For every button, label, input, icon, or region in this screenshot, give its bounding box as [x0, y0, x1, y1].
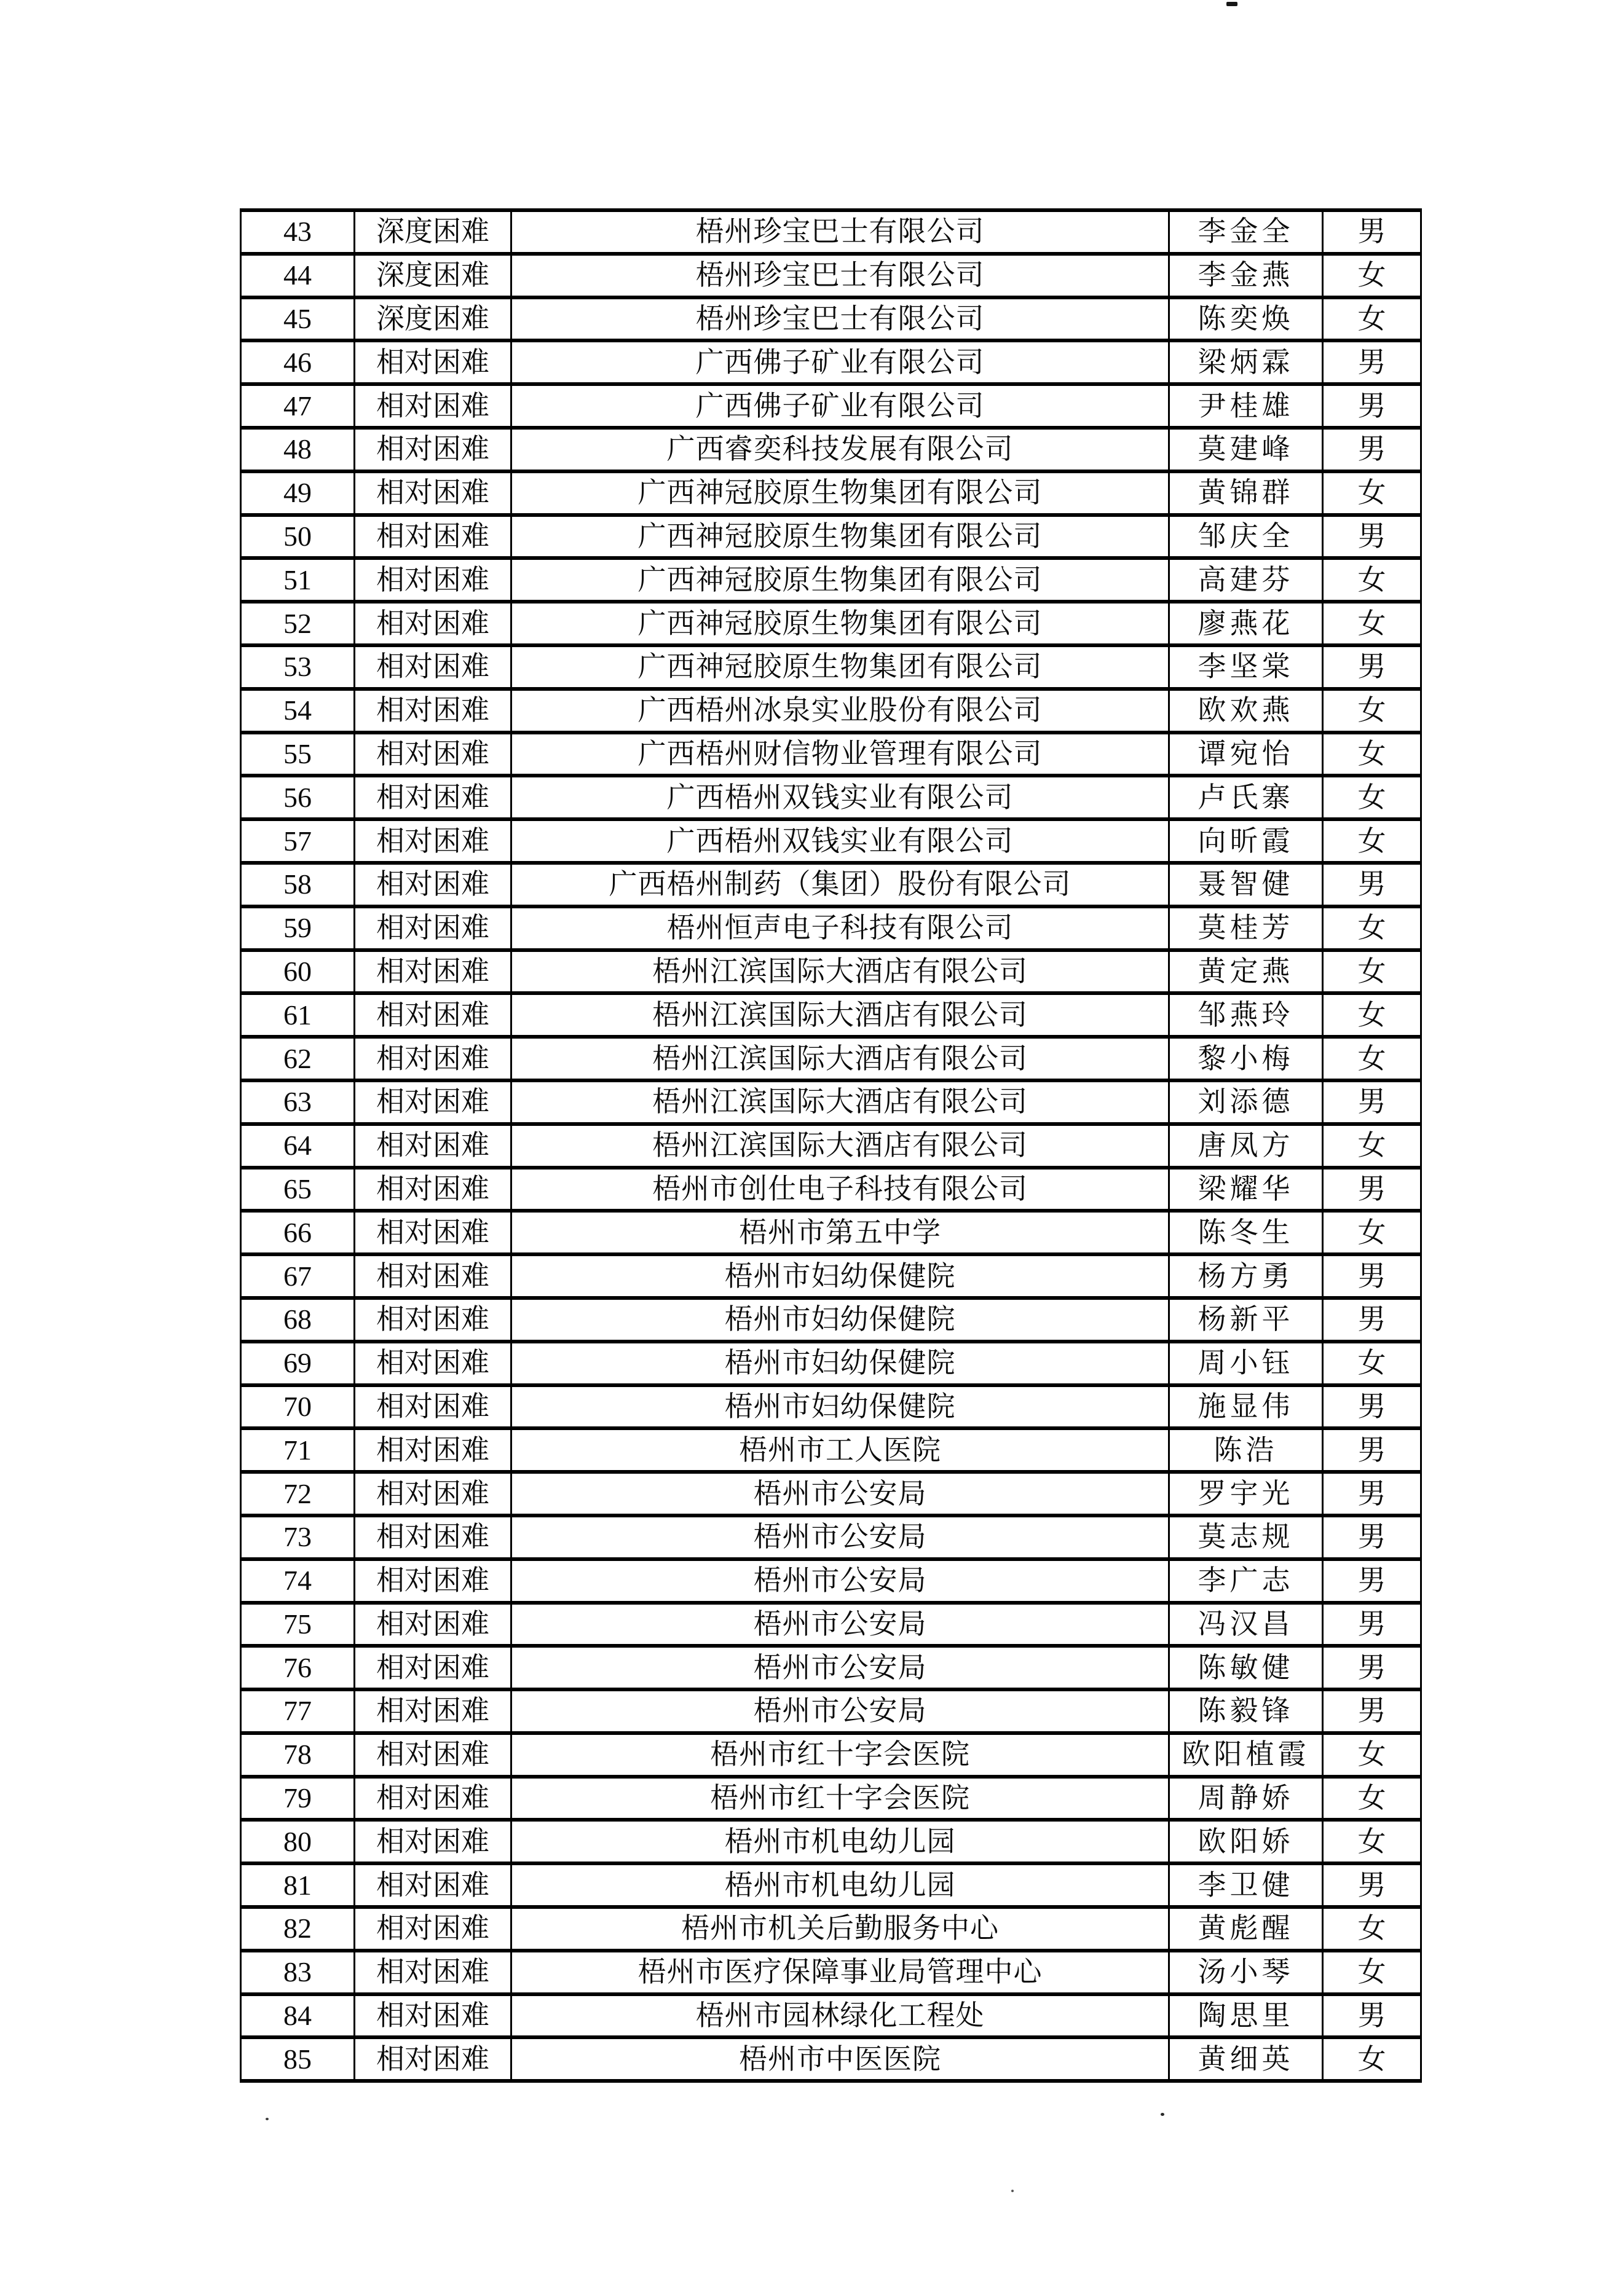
row-number-cell: 71	[241, 1428, 355, 1472]
company-cell: 梧州江滨国际大酒店有限公司	[511, 1080, 1169, 1124]
company-cell: 广西梧州双钱实业有限公司	[511, 776, 1169, 819]
table-row	[241, 1516, 1421, 1559]
gender-cell: 男	[1323, 428, 1421, 471]
person-name-cell: 邹燕玲	[1169, 993, 1323, 1037]
row-number-cell: 51	[241, 558, 355, 602]
row-number-cell: 77	[241, 1689, 355, 1733]
person-name-cell: 向昕霞	[1169, 819, 1323, 863]
company-cell: 梧州市公安局	[511, 1689, 1169, 1733]
difficulty-cell: 相对困难	[355, 1689, 511, 1733]
gender-cell: 女	[1323, 471, 1421, 515]
company-cell: 广西佛子矿业有限公司	[511, 340, 1169, 384]
difficulty-cell: 相对困难	[355, 863, 511, 906]
difficulty-cell: 相对困难	[355, 645, 511, 689]
table-row	[241, 340, 1421, 384]
gender-cell: 男	[1323, 645, 1421, 689]
gender-cell: 男	[1323, 384, 1421, 428]
gender-cell: 男	[1323, 1603, 1421, 1646]
table-row	[241, 1689, 1421, 1733]
difficulty-cell: 相对困难	[355, 819, 511, 863]
person-name-cell: 黄定燕	[1169, 950, 1323, 994]
person-name-cell: 冯汉昌	[1169, 1603, 1323, 1646]
difficulty-cell: 相对困难	[355, 1254, 511, 1298]
row-number-cell: 78	[241, 1733, 355, 1777]
difficulty-cell: 相对困难	[355, 906, 511, 950]
row-number-cell: 61	[241, 993, 355, 1037]
row-number-cell: 47	[241, 384, 355, 428]
gender-cell: 男	[1323, 1516, 1421, 1559]
gender-cell: 女	[1323, 254, 1421, 297]
company-cell: 广西梧州冰泉实业股份有限公司	[511, 689, 1169, 733]
person-name-cell: 尹桂雄	[1169, 384, 1323, 428]
difficulty-cell: 相对困难	[355, 1777, 511, 1820]
person-name-cell: 黎小梅	[1169, 1037, 1323, 1080]
gender-cell: 女	[1323, 297, 1421, 341]
company-cell: 梧州市机电幼儿园	[511, 1820, 1169, 1863]
person-name-cell: 莫志规	[1169, 1516, 1323, 1559]
difficulty-cell: 相对困难	[355, 1951, 511, 1994]
table-row	[241, 819, 1421, 863]
difficulty-cell: 相对困难	[355, 515, 511, 559]
difficulty-cell: 相对困难	[355, 384, 511, 428]
row-number-cell: 76	[241, 1646, 355, 1689]
difficulty-cell: 相对困难	[355, 1646, 511, 1689]
gender-cell: 男	[1323, 1559, 1421, 1603]
gender-cell: 女	[1323, 993, 1421, 1037]
row-number-cell: 75	[241, 1603, 355, 1646]
company-cell: 广西梧州财信物业管理有限公司	[511, 733, 1169, 776]
row-number-cell: 72	[241, 1472, 355, 1516]
company-cell: 梧州市公安局	[511, 1516, 1169, 1559]
table-row	[241, 1646, 1421, 1689]
row-number-cell: 69	[241, 1342, 355, 1385]
person-name-cell: 谭宛怡	[1169, 733, 1323, 776]
table-row	[241, 602, 1421, 645]
difficulty-cell: 相对困难	[355, 1342, 511, 1385]
row-number-cell: 79	[241, 1777, 355, 1820]
gender-cell: 男	[1323, 1994, 1421, 2038]
company-cell: 梧州市公安局	[511, 1559, 1169, 1603]
company-cell: 梧州市中医医院	[511, 2037, 1169, 2081]
gender-cell: 男	[1323, 1646, 1421, 1689]
person-name-cell: 欧阳娇	[1169, 1820, 1323, 1863]
person-name-cell: 黄细英	[1169, 2037, 1323, 2081]
company-cell: 广西神冠胶原生物集团有限公司	[511, 645, 1169, 689]
table-row	[241, 1472, 1421, 1516]
company-cell: 梧州市妇幼保健院	[511, 1385, 1169, 1429]
difficulty-cell: 深度困难	[355, 254, 511, 297]
company-cell: 广西梧州制药（集团）股份有限公司	[511, 863, 1169, 906]
difficulty-cell: 相对困难	[355, 950, 511, 994]
table-row	[241, 1994, 1421, 2038]
person-name-cell: 廖燕花	[1169, 602, 1323, 645]
company-cell: 梧州市公安局	[511, 1603, 1169, 1646]
company-cell: 梧州市妇幼保健院	[511, 1298, 1169, 1342]
scan-artifact-dash	[1226, 2, 1237, 6]
row-number-cell: 82	[241, 1907, 355, 1951]
difficulty-cell: 相对困难	[355, 993, 511, 1037]
subsidy-roster-table	[240, 208, 1422, 2083]
row-number-cell: 73	[241, 1516, 355, 1559]
difficulty-cell: 相对困难	[355, 1516, 511, 1559]
gender-cell: 男	[1323, 1863, 1421, 1907]
gender-cell: 男	[1323, 340, 1421, 384]
row-number-cell: 70	[241, 1385, 355, 1429]
company-cell: 梧州市红十字会医院	[511, 1777, 1169, 1820]
company-cell: 广西佛子矿业有限公司	[511, 384, 1169, 428]
row-number-cell: 81	[241, 1863, 355, 1907]
company-cell: 梧州江滨国际大酒店有限公司	[511, 993, 1169, 1037]
company-cell: 梧州市妇幼保健院	[511, 1254, 1169, 1298]
company-cell: 梧州珍宝巴士有限公司	[511, 210, 1169, 254]
table-body	[241, 210, 1421, 2081]
gender-cell: 女	[1323, 950, 1421, 994]
gender-cell: 女	[1323, 1733, 1421, 1777]
person-name-cell: 李金全	[1169, 210, 1323, 254]
person-name-cell: 李坚棠	[1169, 645, 1323, 689]
row-number-cell: 80	[241, 1820, 355, 1863]
difficulty-cell: 相对困难	[355, 428, 511, 471]
difficulty-cell: 相对困难	[355, 1472, 511, 1516]
table-row	[241, 1733, 1421, 1777]
row-number-cell: 74	[241, 1559, 355, 1603]
gender-cell: 男	[1323, 210, 1421, 254]
table-row	[241, 1951, 1421, 1994]
person-name-cell: 陈毅锋	[1169, 1689, 1323, 1733]
company-cell: 梧州市第五中学	[511, 1211, 1169, 1254]
difficulty-cell: 相对困难	[355, 340, 511, 384]
table-row	[241, 1298, 1421, 1342]
gender-cell: 女	[1323, 2037, 1421, 2081]
gender-cell: 女	[1323, 733, 1421, 776]
person-name-cell: 黄锦群	[1169, 471, 1323, 515]
person-name-cell: 李卫健	[1169, 1863, 1323, 1907]
person-name-cell: 黄彪醒	[1169, 1907, 1323, 1951]
gender-cell: 女	[1323, 819, 1421, 863]
person-name-cell: 唐凤方	[1169, 1124, 1323, 1168]
table-row	[241, 776, 1421, 819]
table-row	[241, 689, 1421, 733]
gender-cell: 男	[1323, 1385, 1421, 1429]
table-row	[241, 1559, 1421, 1603]
person-name-cell: 杨新平	[1169, 1298, 1323, 1342]
person-name-cell: 陈敏健	[1169, 1646, 1323, 1689]
table-row	[241, 1820, 1421, 1863]
table-row	[241, 210, 1421, 254]
row-number-cell: 83	[241, 1951, 355, 1994]
difficulty-cell: 相对困难	[355, 1559, 511, 1603]
row-number-cell: 46	[241, 340, 355, 384]
company-cell: 梧州江滨国际大酒店有限公司	[511, 1124, 1169, 1168]
difficulty-cell: 相对困难	[355, 689, 511, 733]
row-number-cell: 67	[241, 1254, 355, 1298]
company-cell: 广西梧州双钱实业有限公司	[511, 819, 1169, 863]
scan-speck	[266, 2118, 269, 2120]
row-number-cell: 65	[241, 1168, 355, 1211]
row-number-cell: 68	[241, 1298, 355, 1342]
person-name-cell: 杨方勇	[1169, 1254, 1323, 1298]
person-name-cell: 罗宇光	[1169, 1472, 1323, 1516]
gender-cell: 男	[1323, 1254, 1421, 1298]
row-number-cell: 60	[241, 950, 355, 994]
table-row	[241, 993, 1421, 1037]
table-row	[241, 733, 1421, 776]
table-row	[241, 950, 1421, 994]
row-number-cell: 54	[241, 689, 355, 733]
company-cell: 广西神冠胶原生物集团有限公司	[511, 515, 1169, 559]
table-row	[241, 558, 1421, 602]
person-name-cell: 邹庆全	[1169, 515, 1323, 559]
company-cell: 梧州市工人医院	[511, 1428, 1169, 1472]
person-name-cell: 陈冬生	[1169, 1211, 1323, 1254]
gender-cell: 女	[1323, 1211, 1421, 1254]
difficulty-cell: 相对困难	[355, 1428, 511, 1472]
table-row	[241, 2037, 1421, 2081]
table-row	[241, 1254, 1421, 1298]
difficulty-cell: 相对困难	[355, 1994, 511, 2038]
gender-cell: 女	[1323, 1342, 1421, 1385]
difficulty-cell: 相对困难	[355, 1733, 511, 1777]
person-name-cell: 高建芬	[1169, 558, 1323, 602]
company-cell: 梧州市红十字会医院	[511, 1733, 1169, 1777]
gender-cell: 女	[1323, 558, 1421, 602]
row-number-cell: 45	[241, 297, 355, 341]
row-number-cell: 50	[241, 515, 355, 559]
table-row	[241, 1342, 1421, 1385]
person-name-cell: 欧欢燕	[1169, 689, 1323, 733]
person-name-cell: 莫桂芳	[1169, 906, 1323, 950]
company-cell: 梧州恒声电子科技有限公司	[511, 906, 1169, 950]
table-row	[241, 906, 1421, 950]
table-row	[241, 645, 1421, 689]
gender-cell: 女	[1323, 906, 1421, 950]
table-row	[241, 515, 1421, 559]
person-name-cell: 李金燕	[1169, 254, 1323, 297]
row-number-cell: 62	[241, 1037, 355, 1080]
gender-cell: 男	[1323, 1689, 1421, 1733]
difficulty-cell: 相对困难	[355, 2037, 511, 2081]
difficulty-cell: 相对困难	[355, 1907, 511, 1951]
gender-cell: 男	[1323, 1080, 1421, 1124]
gender-cell: 女	[1323, 602, 1421, 645]
row-number-cell: 49	[241, 471, 355, 515]
difficulty-cell: 相对困难	[355, 1168, 511, 1211]
gender-cell: 男	[1323, 1472, 1421, 1516]
table-row	[241, 1037, 1421, 1080]
difficulty-cell: 深度困难	[355, 210, 511, 254]
gender-cell: 男	[1323, 1298, 1421, 1342]
person-name-cell: 聂智健	[1169, 863, 1323, 906]
row-number-cell: 56	[241, 776, 355, 819]
table-row	[241, 1777, 1421, 1820]
gender-cell: 女	[1323, 1777, 1421, 1820]
table-row	[241, 428, 1421, 471]
company-cell: 广西睿奕科技发展有限公司	[511, 428, 1169, 471]
difficulty-cell: 相对困难	[355, 1298, 511, 1342]
company-cell: 梧州市妇幼保健院	[511, 1342, 1169, 1385]
row-number-cell: 85	[241, 2037, 355, 2081]
gender-cell: 男	[1323, 1168, 1421, 1211]
company-cell: 梧州江滨国际大酒店有限公司	[511, 950, 1169, 994]
person-name-cell: 梁耀华	[1169, 1168, 1323, 1211]
table-row	[241, 1603, 1421, 1646]
row-number-cell: 48	[241, 428, 355, 471]
gender-cell: 女	[1323, 689, 1421, 733]
person-name-cell: 周静娇	[1169, 1777, 1323, 1820]
table-row	[241, 1168, 1421, 1211]
company-cell: 梧州市创仕电子科技有限公司	[511, 1168, 1169, 1211]
row-number-cell: 55	[241, 733, 355, 776]
gender-cell: 男	[1323, 1428, 1421, 1472]
difficulty-cell: 相对困难	[355, 1211, 511, 1254]
table-row	[241, 1211, 1421, 1254]
company-cell: 梧州珍宝巴士有限公司	[511, 297, 1169, 341]
table-row	[241, 1907, 1421, 1951]
person-name-cell: 陶思里	[1169, 1994, 1323, 2038]
gender-cell: 男	[1323, 863, 1421, 906]
company-cell: 梧州珍宝巴士有限公司	[511, 254, 1169, 297]
table-row	[241, 297, 1421, 341]
table-row	[241, 384, 1421, 428]
table-row	[241, 1124, 1421, 1168]
person-name-cell: 莫建峰	[1169, 428, 1323, 471]
person-name-cell: 欧阳植霞	[1169, 1733, 1323, 1777]
row-number-cell: 84	[241, 1994, 355, 2038]
table-row	[241, 1863, 1421, 1907]
difficulty-cell: 相对困难	[355, 1037, 511, 1080]
row-number-cell: 66	[241, 1211, 355, 1254]
gender-cell: 女	[1323, 1820, 1421, 1863]
company-cell: 广西神冠胶原生物集团有限公司	[511, 558, 1169, 602]
table-row	[241, 1080, 1421, 1124]
difficulty-cell: 相对困难	[355, 1603, 511, 1646]
table-row	[241, 1385, 1421, 1429]
person-name-cell: 汤小琴	[1169, 1951, 1323, 1994]
row-number-cell: 58	[241, 863, 355, 906]
person-name-cell: 刘添德	[1169, 1080, 1323, 1124]
row-number-cell: 44	[241, 254, 355, 297]
row-number-cell: 59	[241, 906, 355, 950]
gender-cell: 女	[1323, 1124, 1421, 1168]
table-row	[241, 254, 1421, 297]
person-name-cell: 卢氏寨	[1169, 776, 1323, 819]
difficulty-cell: 相对困难	[355, 1863, 511, 1907]
gender-cell: 男	[1323, 515, 1421, 559]
difficulty-cell: 相对困难	[355, 1124, 511, 1168]
person-name-cell: 梁炳霖	[1169, 340, 1323, 384]
row-number-cell: 43	[241, 210, 355, 254]
person-name-cell: 施显伟	[1169, 1385, 1323, 1429]
scan-speck	[1011, 2190, 1014, 2192]
row-number-cell: 57	[241, 819, 355, 863]
company-cell: 梧州市机电幼儿园	[511, 1863, 1169, 1907]
company-cell: 梧州市园林绿化工程处	[511, 1994, 1169, 2038]
gender-cell: 女	[1323, 1951, 1421, 1994]
row-number-cell: 53	[241, 645, 355, 689]
gender-cell: 女	[1323, 1037, 1421, 1080]
person-name-cell: 周小钰	[1169, 1342, 1323, 1385]
difficulty-cell: 深度困难	[355, 297, 511, 341]
table-row	[241, 1428, 1421, 1472]
row-number-cell: 63	[241, 1080, 355, 1124]
difficulty-cell: 相对困难	[355, 776, 511, 819]
gender-cell: 女	[1323, 1907, 1421, 1951]
company-cell: 梧州市公安局	[511, 1646, 1169, 1689]
company-cell: 梧州江滨国际大酒店有限公司	[511, 1037, 1169, 1080]
row-number-cell: 64	[241, 1124, 355, 1168]
difficulty-cell: 相对困难	[355, 733, 511, 776]
row-number-cell: 52	[241, 602, 355, 645]
company-cell: 梧州市医疗保障事业局管理中心	[511, 1951, 1169, 1994]
gender-cell: 女	[1323, 776, 1421, 819]
company-cell: 广西神冠胶原生物集团有限公司	[511, 471, 1169, 515]
person-name-cell: 陈奕焕	[1169, 297, 1323, 341]
difficulty-cell: 相对困难	[355, 602, 511, 645]
difficulty-cell: 相对困难	[355, 1385, 511, 1429]
difficulty-cell: 相对困难	[355, 558, 511, 602]
company-cell: 梧州市公安局	[511, 1472, 1169, 1516]
company-cell: 广西神冠胶原生物集团有限公司	[511, 602, 1169, 645]
company-cell: 梧州市机关后勤服务中心	[511, 1907, 1169, 1951]
scan-speck	[1161, 2113, 1164, 2116]
difficulty-cell: 相对困难	[355, 1820, 511, 1863]
table-row	[241, 863, 1421, 906]
person-name-cell: 李广志	[1169, 1559, 1323, 1603]
person-name-cell: 陈浩	[1169, 1428, 1323, 1472]
difficulty-cell: 相对困难	[355, 1080, 511, 1124]
difficulty-cell: 相对困难	[355, 471, 511, 515]
table-row	[241, 471, 1421, 515]
